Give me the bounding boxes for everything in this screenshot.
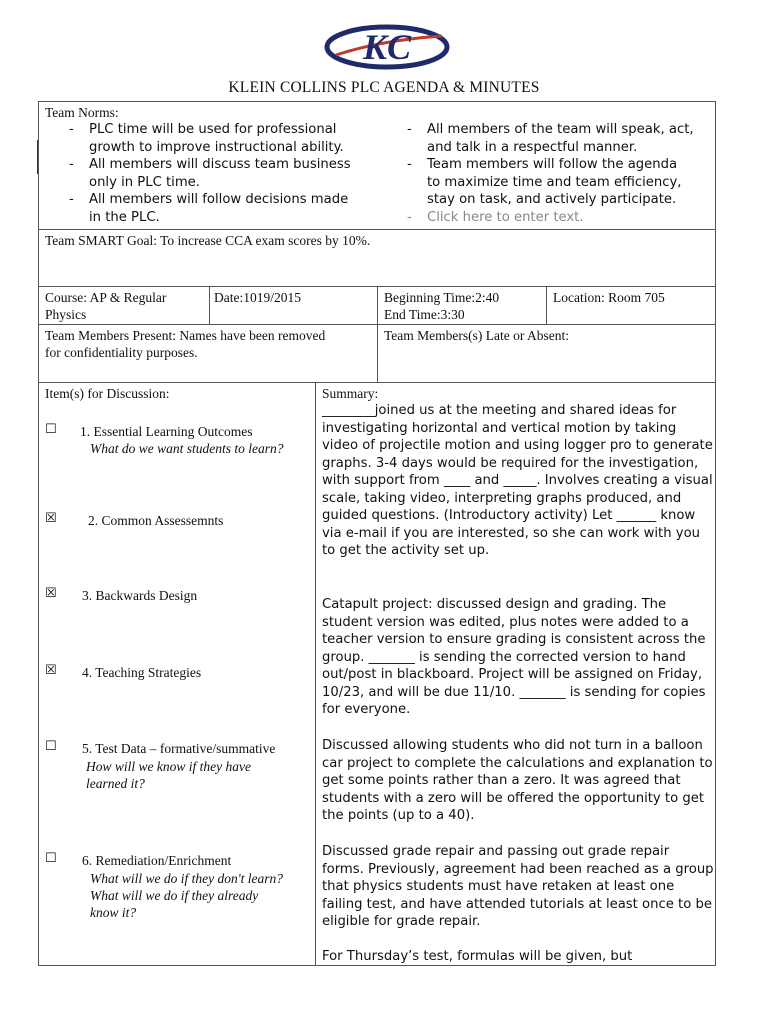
- summary-heading: Summary:: [322, 386, 379, 401]
- norm-item: - PLC time will be used for professional growth to improve instructional ability.: [45, 121, 385, 156]
- discussion-heading: Item(s) for Discussion:: [45, 386, 170, 401]
- item-4-checkbox[interactable]: ☒: [45, 663, 57, 678]
- smart-goal: Team SMART Goal: To increase CCA exam scores by 10%.: [45, 233, 371, 248]
- document-title: KLEIN COLLINS PLC AGENDA & MINUTES: [228, 79, 540, 96]
- item-1-checkbox[interactable]: ☐: [45, 422, 57, 437]
- course-label-cont: Physics: [45, 307, 87, 322]
- norms-left-list: [45, 121, 385, 226]
- divider: [315, 382, 316, 966]
- divider: [546, 286, 547, 325]
- divider: [209, 286, 210, 325]
- item-2-label: 2. Common Assessemnts: [88, 513, 224, 528]
- item-4-label: 4. Teaching Strategies: [82, 665, 202, 680]
- item-5-checkbox[interactable]: ☐: [45, 739, 57, 754]
- item-6-sub: What will we do if they don't learn?: [90, 871, 283, 886]
- course-label: Course: AP & Regular: [45, 290, 167, 305]
- summary-paragraph: Discussed grade repair and passing out grade repair forms. Previously, agreement had been reached as a group that physics students must have retaken at least one failing test, and have attended tutorials at least once to be eligible for grade repair.: [322, 844, 714, 929]
- summary-paragraph: For Thursday’s test, formulas will be given, but: [322, 949, 633, 964]
- item-5-sub: learned it?: [86, 776, 145, 791]
- item-6-sub: know it?: [90, 905, 137, 920]
- summary-paragraph: Discussed allowing students who did not turn in a balloon car project to complete the calculations and explanation to get some points rather than a zero. It was agreed that students with a zero will be offered the opportunity to get the points (up to a 40).: [322, 738, 713, 823]
- item-6-sub: What will we do if they already: [90, 888, 259, 903]
- end-time: End Time:3:30: [384, 307, 465, 322]
- cursor-mark: [37, 140, 38, 174]
- item-6-checkbox[interactable]: ☐: [45, 851, 57, 866]
- item-3-label: 3. Backwards Design: [82, 588, 198, 603]
- item-1-sub: What do we want students to learn?: [90, 441, 284, 456]
- divider: [377, 286, 378, 325]
- members-absent: Team Members(s) Late or Absent:: [384, 328, 569, 343]
- item-6-label: 6. Remediation/Enrichment: [82, 853, 232, 868]
- item-3-checkbox[interactable]: ☒: [45, 586, 57, 601]
- location-label: Location: Room 705: [553, 290, 665, 305]
- item-5-sub: How will we know if they have: [86, 759, 251, 774]
- norms-right-list: [383, 121, 723, 226]
- norm-item: - Team members will follow the agenda to maximize time and team efficiency, stay on task, and actively participate.: [383, 156, 723, 209]
- kc-logo: [322, 22, 452, 72]
- summary-paragraph: ________joined us at the meeting and shared ideas for investigating horizontal and vertical motion by taking video of projectile motion and using logger pro to generate graphs. 3-4 days would be required for the investigation, with support from ____ and _____. Involves creating a visual scale, taking video, interpreting graphs produced, and guided questions. (Introductory activity) Let ______ know via e-mail if you are interested, so she can work with you to get the activity set up.: [322, 403, 713, 558]
- members-present: Team Members Present: Names have been removed: [45, 328, 326, 343]
- item-2-checkbox[interactable]: ☒: [45, 511, 57, 526]
- members-present-cont: for confidentiality purposes.: [45, 345, 198, 360]
- begin-time: Beginning Time:2:40: [384, 290, 500, 305]
- item-5-label: 5. Test Data – formative/summative: [82, 741, 276, 756]
- norm-item: - All members of the team will speak, act, and talk in a respectful manner.: [383, 121, 723, 156]
- logo-letters: KC: [362, 27, 412, 67]
- norm-item: - All members will follow decisions made in the PLC.: [45, 191, 385, 226]
- norm-item: - All members will discuss team business only in PLC time.: [45, 156, 385, 191]
- date-label: Date:1019/2015: [214, 290, 301, 305]
- divider: [377, 324, 378, 383]
- norm-placeholder[interactable]: - Click here to enter text.: [383, 209, 723, 227]
- summary-paragraph: Catapult project: discussed design and grading. The student version was edited, plus notes were added to a teacher version to ensure grading is consistent across the group. _______ is sending the corrected version to hand out/post in blackboard. Project will be assigned on Friday, 10/23, and will be due 11/10. _______ is sending for copies for everyone.: [322, 597, 706, 717]
- item-1-label: 1. Essential Learning Outcomes: [80, 424, 253, 439]
- team-norms-heading: Team Norms:: [45, 105, 119, 120]
